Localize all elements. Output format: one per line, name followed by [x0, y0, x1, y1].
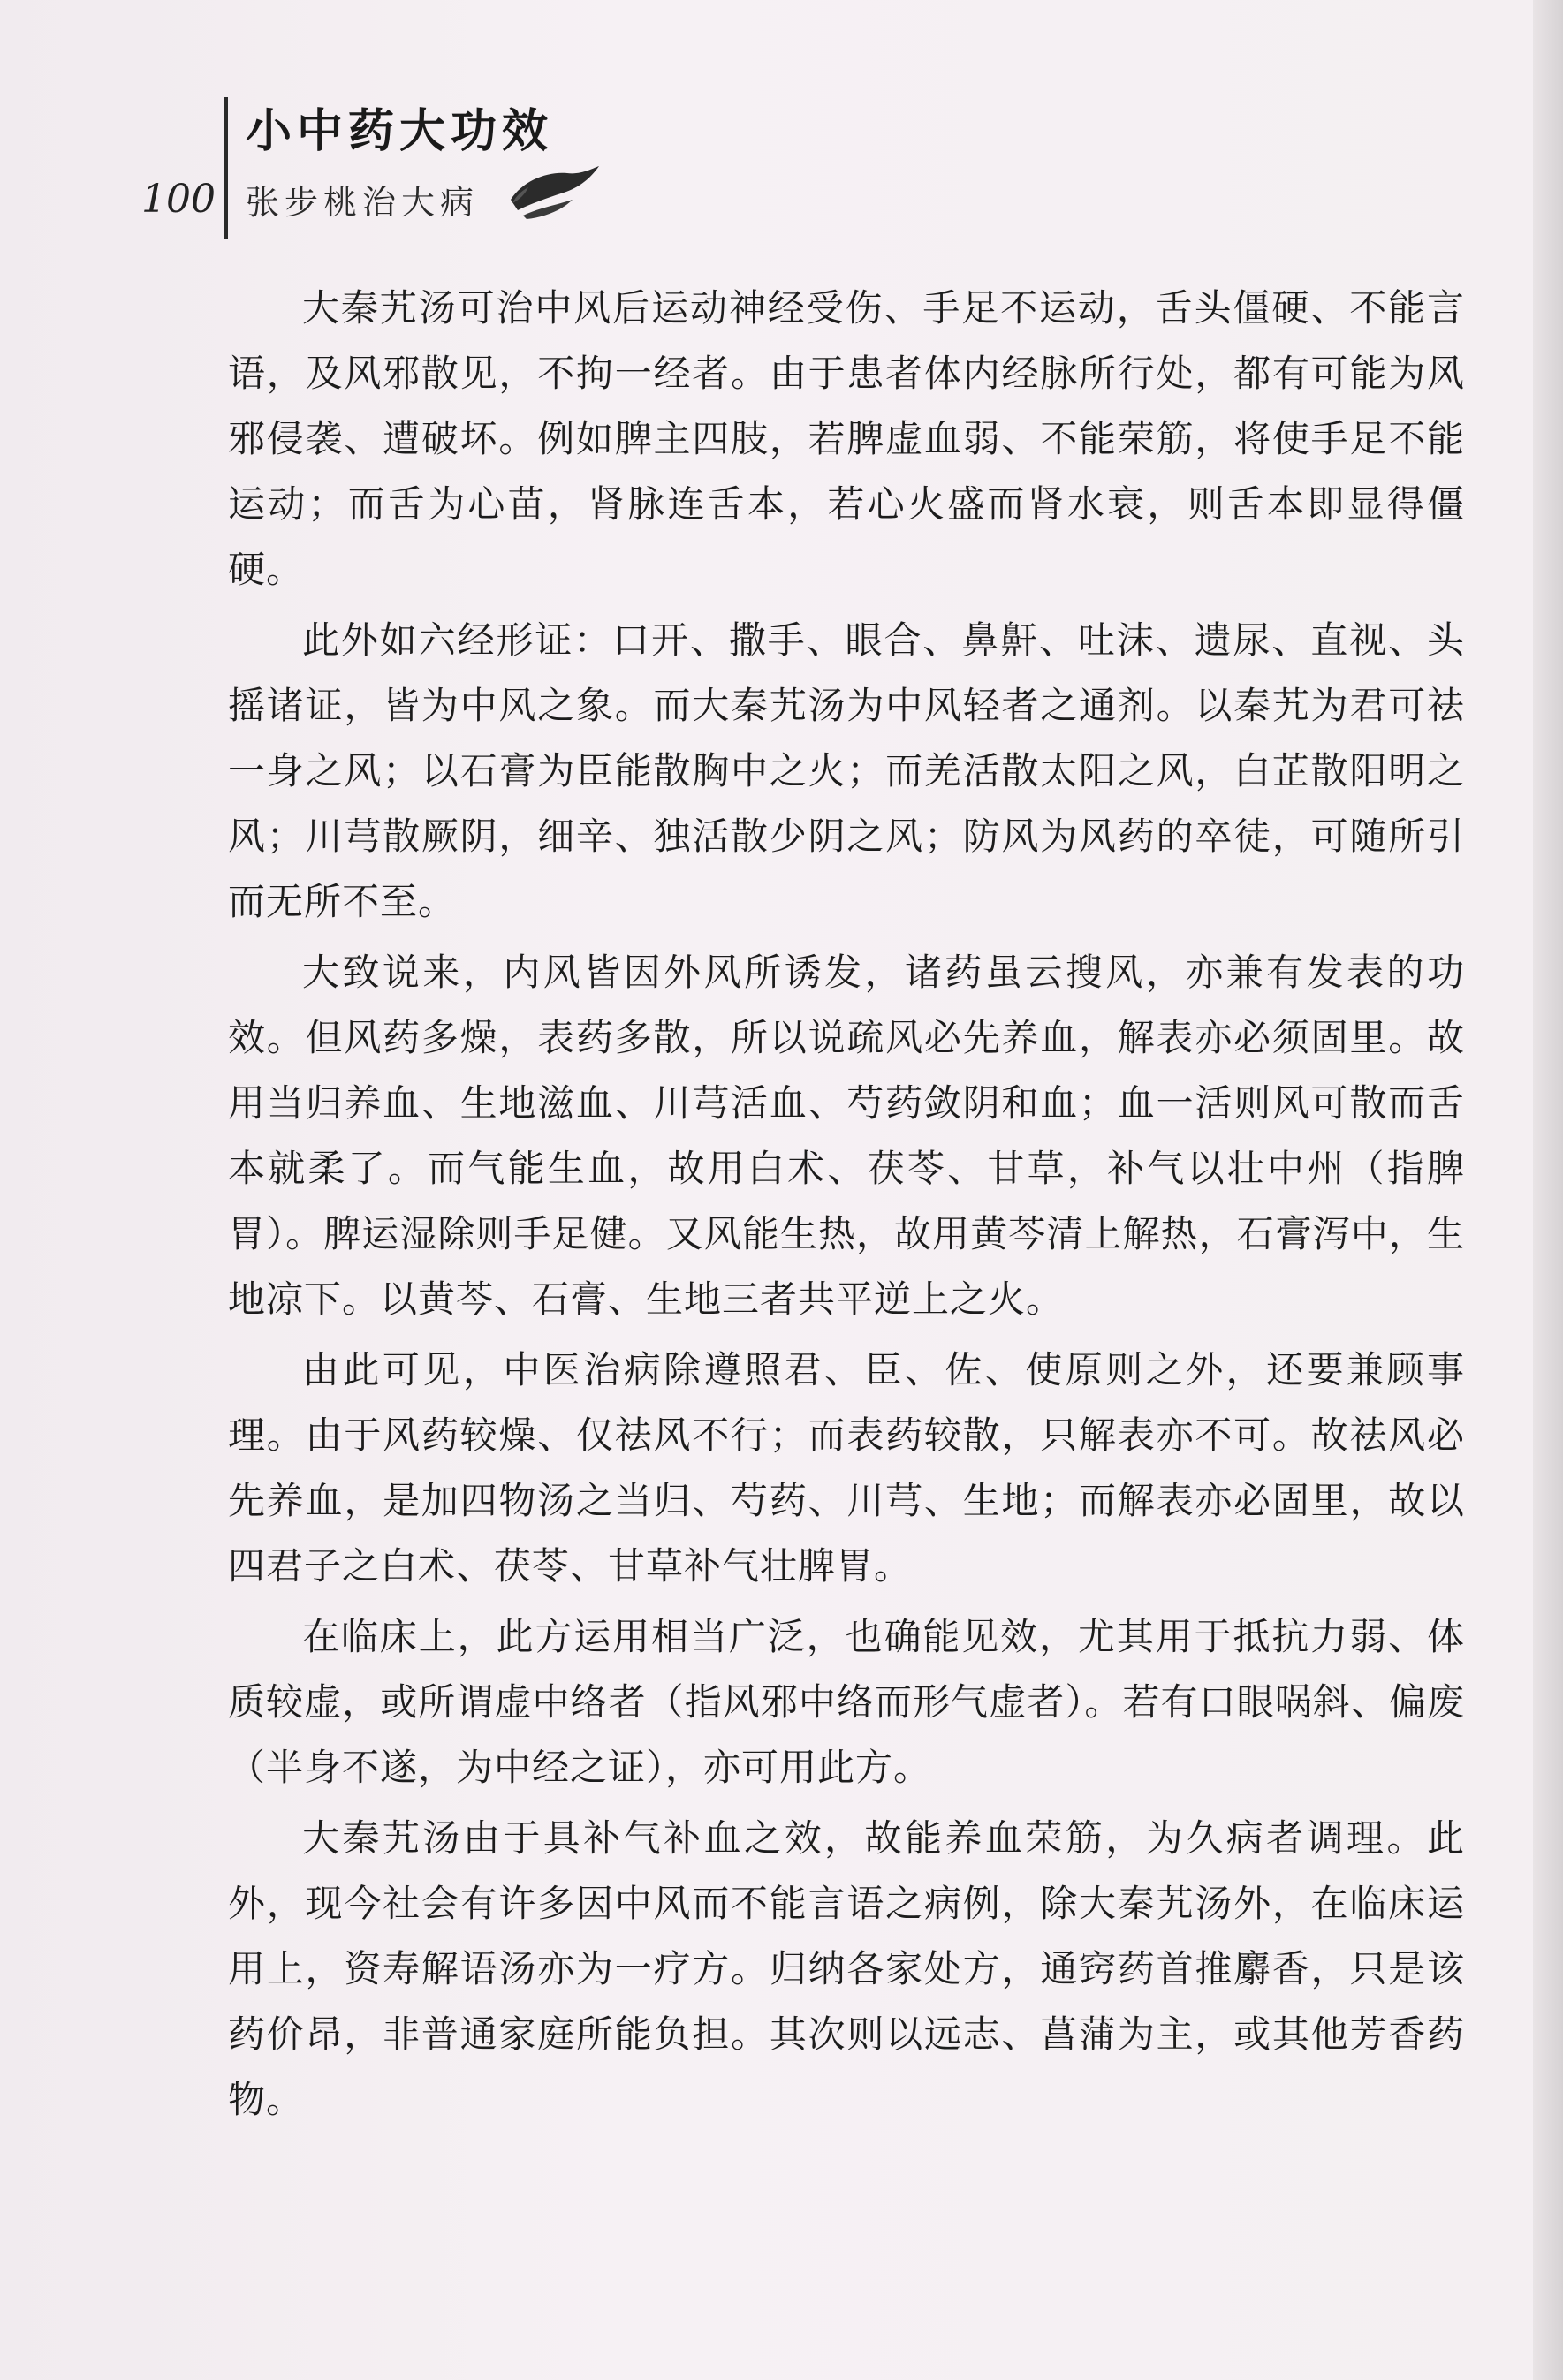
paragraph: 此外如六经形证：口开、撒手、眼合、鼻鼾、吐沫、遗尿、直视、头摇诸证，皆为中风之象。而大秦艽汤为中风轻者之通剂。以秦艽为君可祛一身之风；以石膏为臣能散胸中之火；而羌活散太阳之风，白芷散阳明之风；川芎散厥阴，细辛、独活散少阴之风；防风为风药的卒徒，可随所引而无所不至。	[228, 618, 1465, 923]
header-divider	[224, 97, 228, 239]
running-header	[141, 88, 671, 247]
paragraph: 在临床上，此方运用相当广泛，也确能见效，尤其用于抵抗力弱、体质较虚，或所谓虚中络者（指风邪中络而形气虚者）。若有口眼㖞斜、偏废（半身不遂，为中经之证），亦可用此方。	[228, 1615, 1465, 1789]
brush-stroke-icon	[505, 164, 603, 223]
paragraph: 大致说来，内风皆因外风所诱发，诸药虽云搜风，亦兼有发表的功效。但风药多燥，表药多散，所以说疏风必先养血，解表亦必须固里。故用当归养血、生地滋血、川芎活血、芍药敛阴和血；血一活则风可散而舌本就柔了。而气能生血，故用白术、茯苓、甘草，补气以壮中州（指脾胃）。脾运湿除则手足健。又风能生热，故用黄芩清上解热，石膏泻中，生地凉下。以黄芩、石膏、生地三者共平逆上之火。	[228, 951, 1465, 1321]
body-text	[228, 276, 1465, 2138]
book-title: 小中药大功效	[246, 105, 554, 158]
page-edge-shadow	[1533, 0, 1563, 2380]
paragraph: 由此可见，中医治病除遵照君、臣、佐、使原则之外，还要兼顾事理。由于风药较燥、仅祛风不行；而表药较散，只解表亦不可。故祛风必先养血，是加四物汤之当归、芍药、川芎、生地；而解表亦必固里，故以四君子之白术、茯苓、甘草补气壮脾胃。	[228, 1348, 1465, 1588]
book-subtitle: 张步桃治大病	[246, 183, 480, 222]
paragraph: 大秦艽汤由于具补气补血之效，故能养血荣筋，为久病者调理。此外，现今社会有许多因中风而不能言语之病例，除大秦艽汤外，在临床运用上，资寿解语汤亦为一疗方。归纳各家处方，通窍药首推麝香，只是该药价昂，非普通家庭所能负担。其次则以远志、菖蒲为主，或其他芳香药物。	[228, 1816, 1465, 2121]
page-number: 100	[141, 177, 216, 222]
paragraph: 大秦艽汤可治中风后运动神经受伤、手足不运动，舌头僵硬、不能言语，及风邪散见，不拘一经者。由于患者体内经脉所行处，都有可能为风邪侵袭、遭破坏。例如脾主四肢，若脾虚血弱、不能荣筋，将使手足不能运动；而舌为心苗，肾脉连舌本，若心火盛而肾水衰，则舌本即显得僵硬。	[228, 286, 1465, 591]
